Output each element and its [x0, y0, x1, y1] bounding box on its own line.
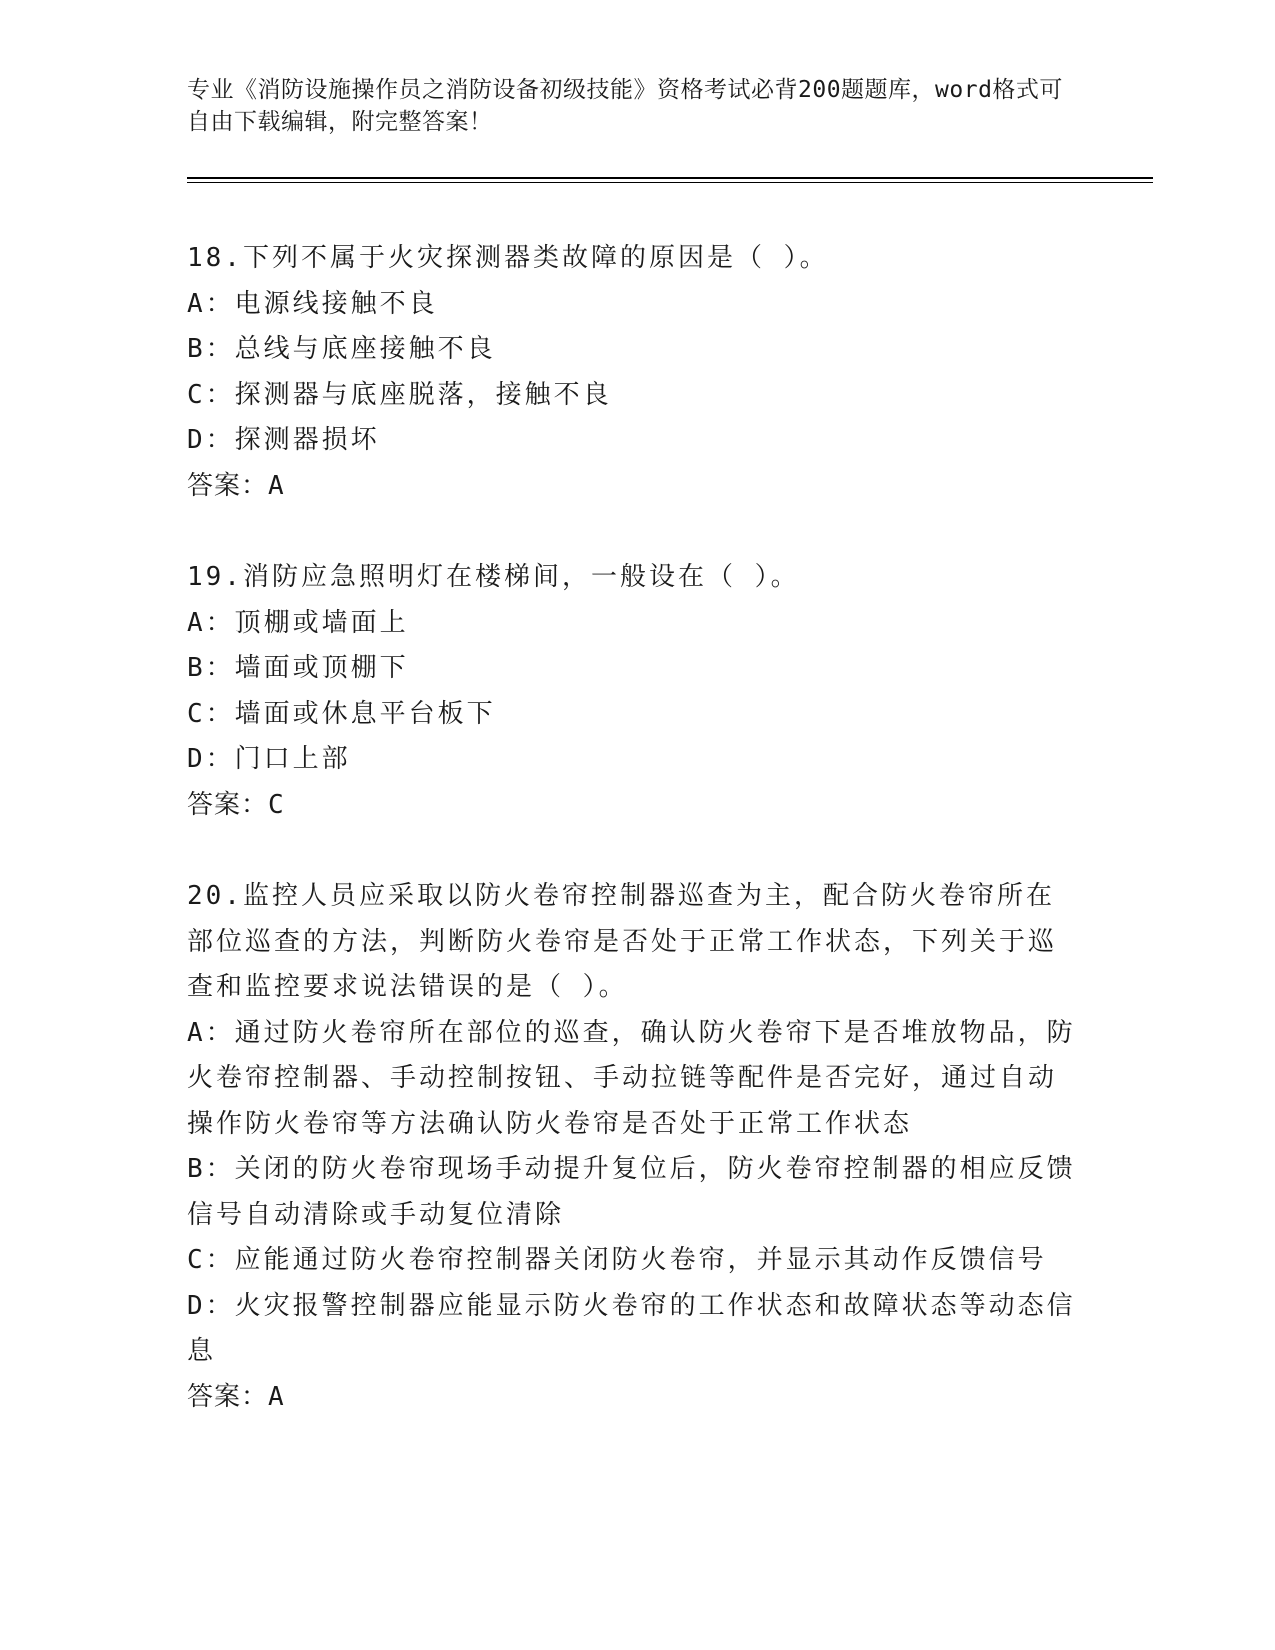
option-a: A：电源线接触不良 — [187, 288, 438, 319]
question-stem: 19.消防应急照明灯在楼梯间，一般设在（ ）。 — [187, 562, 800, 592]
option-a: A：顶棚或墙面上 — [187, 607, 409, 638]
option-c: C：应能通过防火卷帘控制器关闭防火卷帘，并显示其动作反馈信号 — [187, 1245, 1047, 1275]
answer-value: A — [268, 1381, 285, 1412]
option-c: C：墙面或休息平台板下 — [187, 698, 496, 729]
answer-label: 答案： — [187, 789, 269, 820]
question-18 — [187, 236, 1077, 509]
option-b: B：墙面或顶棚下 — [187, 653, 409, 683]
answer-line — [187, 464, 1077, 510]
option-a: A：通过防火卷帘所在部位的巡查，确认防火卷帘下是否堆放物品，防火卷帘控制器、手动控制按钮、手动拉链等配件是否完好，通过自动操作防火卷帘等方法确认防火卷帘是否处于正常工作状态 — [187, 1017, 1076, 1139]
header-divider-thin — [187, 182, 1153, 183]
answer-label: 答案： — [187, 470, 269, 501]
answer-label: 答案： — [187, 1381, 269, 1412]
option-b: B：关闭的防火卷帘现场手动提升复位后，防火卷帘控制器的相应反馈信号自动清除或手动复位清除 — [187, 1154, 1076, 1230]
header-intro-text: 专业《消防设施操作员之消防设备初级技能》资格考试必背200题题库，word格式可自由下载编辑，附完整答案！ — [187, 77, 1063, 135]
answer-value: C — [268, 789, 285, 820]
option-c: C：探测器与底座脱落，接触不良 — [187, 379, 612, 410]
option-d: D：门口上部 — [187, 744, 351, 774]
answer-value: A — [268, 470, 285, 501]
option-b: B：总线与底座接触不良 — [187, 334, 496, 364]
question-19 — [187, 555, 1077, 828]
answer-line — [187, 783, 1077, 829]
option-d: D：火灾报警控制器应能显示防火卷帘的工作状态和故障状态等动态信息 — [187, 1290, 1076, 1366]
question-20 — [187, 874, 1077, 1420]
question-stem: 20.监控人员应采取以防火卷帘控制器巡查为主，配合防火卷帘所在部位巡查的方法，判断防火卷帘是否处于正常工作状态，下列关于巡查和监控要求说法错误的是（ ）。 — [187, 881, 1058, 1002]
header-divider-thick — [187, 177, 1153, 179]
option-d: D：探测器损坏 — [187, 425, 380, 455]
question-stem: 18.下列不属于火灾探测器类故障的原因是（ ）。 — [187, 243, 829, 273]
answer-line — [187, 1375, 1077, 1421]
document-header — [187, 74, 1067, 138]
